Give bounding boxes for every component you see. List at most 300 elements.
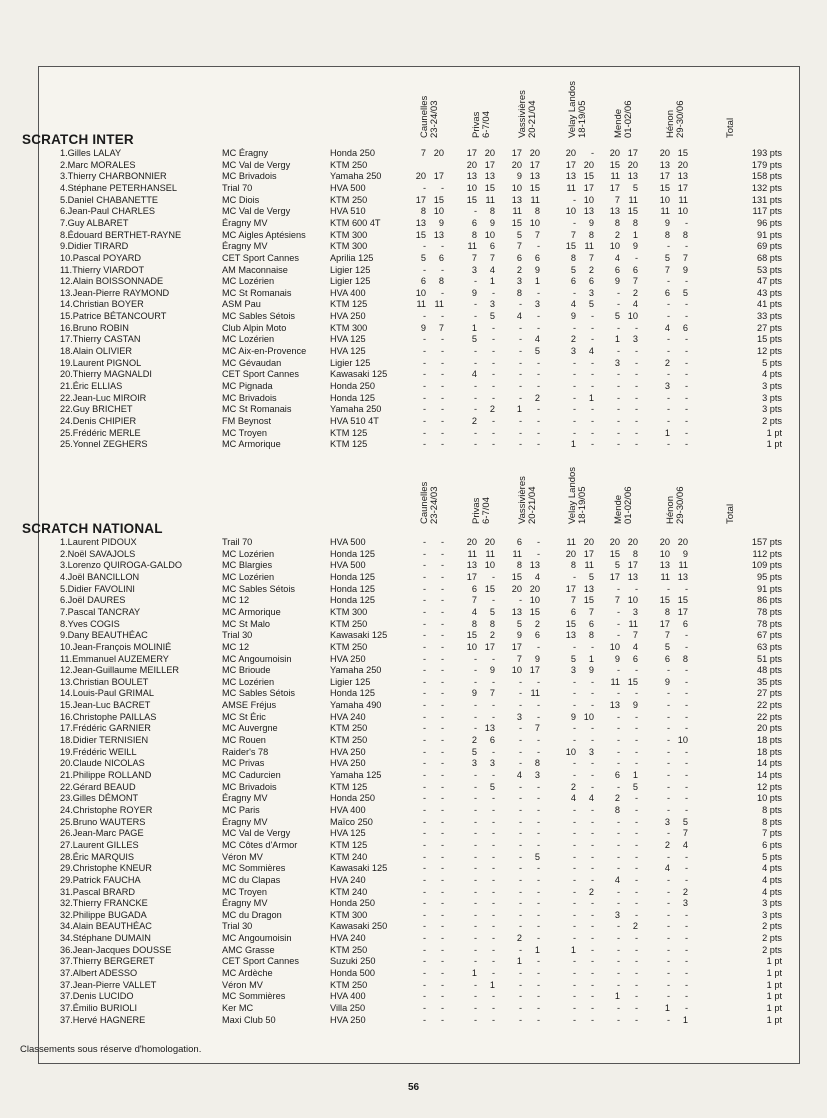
race-score: -	[491, 322, 495, 333]
race-score: -	[440, 968, 444, 979]
race-score: 13	[484, 723, 495, 734]
total-points: 33 pts	[756, 311, 782, 322]
race-score: -	[572, 427, 576, 438]
table-row	[32, 230, 792, 242]
race-score: 6	[632, 264, 638, 275]
rider-name: 13.Christian BOULET	[60, 676, 149, 687]
race-score: -	[536, 968, 540, 979]
race-score: 10	[659, 548, 670, 559]
race-score: -	[572, 874, 576, 885]
race-score: 11	[566, 182, 576, 193]
rider-bike: Ligier 125	[330, 276, 371, 287]
race-score: -	[518, 1003, 522, 1013]
rider-club: CET Sport Cannes	[222, 956, 299, 967]
race-score: -	[473, 276, 477, 287]
race-score: 1	[471, 968, 477, 979]
rider-club: MC Diois	[222, 194, 260, 205]
race-score: -	[536, 1003, 540, 1013]
race-score: -	[590, 851, 594, 862]
rider-club: MC Paris	[222, 804, 260, 815]
race-score: 2	[534, 392, 540, 403]
event-header-2	[517, 62, 538, 138]
total-points: 22 pts	[756, 700, 782, 711]
race-score: -	[666, 700, 670, 711]
race-score: -	[422, 863, 426, 874]
race-score: -	[473, 933, 477, 944]
race-score: -	[536, 735, 540, 746]
race-score: -	[572, 898, 576, 909]
race-score: -	[536, 921, 540, 932]
race-score: -	[536, 711, 540, 722]
race-score: 20	[659, 148, 670, 158]
rider-bike: HVA 250	[330, 311, 366, 322]
rider-club: MC Lozérien	[222, 548, 275, 559]
table-row	[32, 840, 792, 852]
rider-name: 21.Éric ELLIAS	[60, 381, 123, 391]
race-score: -	[634, 711, 638, 722]
race-score: 7	[516, 241, 522, 252]
race-score: -	[590, 700, 594, 711]
event-header-national	[0, 448, 827, 526]
race-score: 5	[664, 252, 670, 263]
rider-club: Éragny MV	[222, 241, 268, 252]
race-score: -	[572, 404, 576, 415]
race-score: -	[616, 711, 620, 722]
race-score: 13	[583, 206, 594, 217]
total-points: 1 pt	[766, 427, 782, 438]
rider-club: Trail 70	[222, 537, 253, 547]
rider-bike: Aprilia 125	[330, 252, 374, 263]
table-row	[32, 1015, 792, 1027]
race-score: 13	[511, 606, 522, 617]
race-score: 15	[583, 595, 594, 606]
race-score: -	[518, 1014, 522, 1025]
race-score: 9	[534, 264, 540, 275]
rider-name: 25.Bruno WAUTERS	[60, 816, 146, 827]
race-score: -	[590, 933, 594, 944]
race-score: -	[518, 874, 522, 885]
race-score: -	[572, 979, 576, 990]
race-score: -	[491, 415, 495, 426]
race-score: 1	[489, 276, 495, 287]
rider-club: MC Armorique	[222, 606, 281, 617]
race-score: -	[422, 851, 426, 862]
total-points: 67 pts	[756, 630, 782, 641]
race-score: -	[473, 851, 477, 862]
race-score: 7	[682, 828, 688, 839]
race-score: 13	[627, 571, 638, 582]
rider-name: 15.Jean-Luc BACRET	[60, 700, 151, 711]
race-score: -	[536, 746, 540, 757]
race-score: 6	[682, 322, 688, 333]
rider-name: 29.Christophe KNEUR	[60, 863, 152, 874]
race-score: -	[518, 968, 522, 979]
race-score: -	[634, 968, 638, 979]
race-score: -	[684, 933, 688, 944]
race-score: 8	[632, 548, 638, 559]
rider-club: CET Sport Cannes	[222, 369, 299, 380]
race-score: 13	[609, 206, 620, 217]
rider-bike: Kawasaki 125	[330, 369, 388, 380]
race-score: -	[684, 793, 688, 804]
race-score: 13	[466, 560, 477, 571]
race-score: 3	[588, 287, 594, 298]
race-score: -	[473, 804, 477, 815]
total-points: 5 pts	[762, 851, 782, 862]
race-score: 5	[570, 264, 576, 275]
race-score: -	[422, 828, 426, 839]
race-score: 17	[511, 148, 522, 158]
race-score: -	[422, 606, 426, 617]
race-score: -	[572, 828, 576, 839]
race-score: -	[634, 723, 638, 734]
rider-name: 12.Jean-Guillaume MEILLER	[60, 665, 179, 676]
race-score: -	[491, 991, 495, 1002]
race-score: 10	[529, 217, 540, 228]
race-score: -	[616, 746, 620, 757]
race-score: -	[666, 828, 670, 839]
table-row	[32, 1003, 792, 1015]
race-score: -	[684, 439, 688, 450]
race-score: -	[634, 793, 638, 804]
race-score: 3	[632, 606, 638, 617]
table-row	[32, 817, 792, 829]
race-score: -	[440, 758, 444, 769]
event-header-5	[665, 448, 686, 524]
race-score: -	[634, 839, 638, 850]
race-score: -	[616, 381, 620, 391]
table-row	[32, 572, 792, 584]
rider-bike: Kawasaki 125	[330, 863, 388, 874]
total-points: 41 pts	[756, 299, 782, 310]
rider-name: 4.Stéphane PETERHANSEL	[60, 182, 177, 193]
race-score: 7	[614, 595, 620, 606]
race-score: -	[422, 770, 426, 780]
race-score: 8	[614, 217, 620, 228]
race-score: 6	[588, 276, 594, 287]
race-score: -	[684, 921, 688, 932]
total-points: 1 pt	[766, 1014, 782, 1025]
table-row	[32, 549, 792, 561]
race-score: -	[536, 839, 540, 850]
race-score: 11	[610, 676, 620, 687]
race-score: -	[684, 991, 688, 1002]
race-score: 6	[534, 252, 540, 263]
race-score: -	[616, 758, 620, 769]
race-score: -	[590, 381, 594, 391]
race-score: 9	[632, 700, 638, 711]
race-score: -	[518, 595, 522, 606]
rider-bike: KTM 250	[330, 194, 368, 205]
rider-club: MC Pignada	[222, 381, 273, 391]
race-score: -	[422, 758, 426, 769]
race-score: -	[422, 334, 426, 345]
race-score: 2	[489, 630, 495, 641]
race-score: -	[440, 560, 444, 571]
race-score: 1	[534, 944, 540, 955]
rider-club: MC Gévaudan	[222, 357, 282, 368]
total-points: 91 pts	[756, 229, 782, 240]
race-score: -	[473, 346, 477, 357]
race-score: 3	[489, 758, 495, 769]
race-score: -	[491, 863, 495, 874]
race-score: -	[572, 194, 576, 205]
race-score: 11	[512, 548, 522, 559]
total-points: 4 pts	[762, 369, 782, 380]
race-score: 9	[471, 287, 477, 298]
rider-name: 32.Philippe BUGADA	[60, 909, 147, 920]
race-score: 20	[511, 583, 522, 594]
total-points: 132 pts	[751, 182, 782, 193]
race-score: 11	[628, 194, 638, 205]
event-header-inter	[0, 62, 827, 140]
total-points: 7 pts	[762, 828, 782, 839]
total-points: 86 pts	[756, 595, 782, 606]
race-score: -	[536, 322, 540, 333]
rider-bike: HVA 400	[330, 287, 366, 298]
race-score: -	[616, 322, 620, 333]
race-score: -	[440, 392, 444, 403]
race-score: -	[666, 688, 670, 699]
race-score: -	[684, 299, 688, 310]
race-score: -	[440, 653, 444, 664]
rider-club: Éragny MV	[222, 816, 268, 827]
race-score: -	[572, 415, 576, 426]
race-score: -	[590, 735, 594, 746]
race-score: -	[590, 427, 594, 438]
race-score: 2	[664, 357, 670, 368]
race-score: -	[590, 357, 594, 368]
race-score: 6	[516, 537, 522, 547]
race-score: 13	[433, 229, 444, 240]
race-score: 10	[677, 206, 688, 217]
race-score: -	[590, 148, 594, 158]
race-score: 1	[516, 956, 522, 967]
table-row	[32, 688, 792, 700]
race-score: -	[634, 252, 638, 263]
race-score: -	[440, 334, 444, 345]
race-score: -	[518, 415, 522, 426]
rider-club: MC Brioude	[222, 665, 271, 676]
race-score: 8	[489, 618, 495, 629]
race-score: 7	[489, 252, 495, 263]
race-score: 8	[588, 229, 594, 240]
rider-club: MC Val de Vergy	[222, 828, 291, 839]
race-score: -	[473, 723, 477, 734]
race-score: -	[616, 781, 620, 792]
table-row	[32, 968, 792, 980]
race-score: -	[616, 630, 620, 641]
race-score: 2	[682, 886, 688, 897]
race-score: -	[634, 1014, 638, 1025]
race-score: 9	[489, 665, 495, 676]
race-score: 13	[609, 700, 620, 711]
rider-club: CET Sport Cannes	[222, 252, 299, 263]
rider-club: MC Rouen	[222, 735, 266, 746]
total-points: 2 pts	[762, 933, 782, 944]
race-score: -	[634, 746, 638, 757]
rider-name: 25.Frédéric MERLE	[60, 427, 141, 438]
event-header-2	[517, 448, 538, 524]
race-score: -	[666, 346, 670, 357]
race-score: 10	[484, 229, 495, 240]
rider-club: AM Maconnaise	[222, 264, 288, 275]
race-score: -	[666, 956, 670, 967]
race-score: -	[634, 346, 638, 357]
table-row	[32, 311, 792, 323]
total-points: 158 pts	[751, 171, 782, 182]
race-score: -	[440, 793, 444, 804]
race-score: 20	[511, 159, 522, 170]
rider-club: MC Ardèche	[222, 968, 273, 979]
race-score: 1	[570, 439, 576, 450]
race-score: -	[572, 641, 576, 652]
race-score: 20	[609, 148, 620, 158]
table-row	[32, 921, 792, 933]
race-score: 5	[570, 653, 576, 664]
race-score: 3	[570, 665, 576, 676]
race-score: -	[422, 688, 426, 699]
race-score: -	[422, 933, 426, 944]
race-score: -	[491, 746, 495, 757]
race-score: -	[422, 346, 426, 357]
race-score: -	[422, 583, 426, 594]
rider-name: 34.Stéphane DUMAIN	[60, 933, 151, 944]
race-score: -	[422, 357, 426, 368]
rider-club: AMC Grasse	[222, 944, 275, 955]
rider-name: 18.Alain OLIVIER	[60, 346, 133, 357]
table-row	[32, 253, 792, 265]
race-score: 9	[664, 217, 670, 228]
race-score: -	[684, 427, 688, 438]
race-score: -	[422, 264, 426, 275]
race-score: -	[590, 839, 594, 850]
race-score: -	[684, 641, 688, 652]
race-score: 1	[534, 276, 540, 287]
race-score: 10	[565, 206, 576, 217]
race-score: -	[684, 1003, 688, 1013]
rider-name: 24.Christophe ROYER	[60, 804, 153, 815]
table-row	[32, 677, 792, 689]
race-score: 15	[627, 676, 638, 687]
race-score: 4	[588, 793, 594, 804]
race-score: 9	[438, 217, 444, 228]
race-score: -	[666, 439, 670, 450]
race-score: -	[536, 641, 540, 652]
race-score: 8	[682, 653, 688, 664]
race-score: -	[473, 1003, 477, 1013]
race-score: -	[440, 781, 444, 792]
race-score: -	[684, 758, 688, 769]
rider-bike: Kawasaki 125	[330, 630, 388, 641]
race-score: -	[518, 979, 522, 990]
rider-bike: Honda 250	[330, 898, 375, 909]
race-score: -	[616, 688, 620, 699]
race-score: -	[536, 781, 540, 792]
race-score: 7	[420, 148, 426, 158]
total-points: 1 pt	[766, 1003, 782, 1013]
race-score: 2	[632, 921, 638, 932]
rider-name: 14.Christian BOYER	[60, 299, 144, 310]
race-score: -	[473, 793, 477, 804]
total-points: 69 pts	[756, 241, 782, 252]
race-score: -	[440, 979, 444, 990]
race-score: 4	[632, 641, 638, 652]
table-row	[32, 898, 792, 910]
rider-club: MC Sommières	[222, 863, 286, 874]
race-score: 2	[614, 229, 620, 240]
race-score: 4	[614, 252, 620, 263]
race-score: 9	[516, 630, 522, 641]
race-score: 10	[466, 182, 477, 193]
race-score: -	[422, 676, 426, 687]
race-score: -	[616, 921, 620, 932]
table-row	[32, 619, 792, 631]
race-score: 11	[628, 618, 638, 629]
race-score: -	[440, 606, 444, 617]
race-score: 15	[659, 182, 670, 193]
race-score: -	[422, 595, 426, 606]
total-points: 68 pts	[756, 252, 782, 263]
section-title-national: SCRATCH NATIONAL	[22, 521, 163, 536]
race-score: -	[684, 415, 688, 426]
race-score: 8	[614, 804, 620, 815]
rider-club: MC St Malo	[222, 618, 270, 629]
race-score: -	[616, 299, 620, 310]
rider-club: Club Alpin Moto	[222, 322, 287, 333]
race-score: -	[491, 571, 495, 582]
race-score: -	[518, 746, 522, 757]
race-score: -	[572, 886, 576, 897]
race-score: -	[572, 217, 576, 228]
race-score: -	[572, 676, 576, 687]
rider-name: 3.Lorenzo QUIROGA-GALDO	[60, 560, 183, 571]
race-score: -	[422, 839, 426, 850]
race-score: -	[491, 676, 495, 687]
table-row	[32, 334, 792, 346]
rider-bike: HVA 500	[330, 537, 366, 547]
race-score: -	[491, 828, 495, 839]
race-score: -	[473, 711, 477, 722]
rider-club: Éragny MV	[222, 217, 268, 228]
race-score: -	[422, 700, 426, 711]
race-score: -	[536, 537, 540, 547]
race-score: 9	[534, 653, 540, 664]
race-score: -	[536, 676, 540, 687]
race-score: -	[572, 804, 576, 815]
total-points: 131 pts	[751, 194, 782, 205]
rider-name: 16.Bruno ROBIN	[60, 322, 129, 333]
rider-name: 1.Laurent PIDOUX	[60, 537, 137, 547]
race-score: -	[518, 851, 522, 862]
race-score: -	[634, 979, 638, 990]
event-label: Vassivières 20-21/04	[517, 476, 538, 524]
race-score: -	[440, 357, 444, 368]
race-score: -	[518, 735, 522, 746]
rider-bike: HVA 250	[330, 1014, 366, 1025]
race-score: 11	[610, 171, 620, 182]
race-score: -	[491, 357, 495, 368]
rider-name: 17.Frédéric GARNIER	[60, 723, 151, 734]
race-score: 17	[609, 182, 620, 193]
race-score: -	[684, 392, 688, 403]
race-score: 2	[588, 886, 594, 897]
rider-bike: HVA 400	[330, 991, 366, 1002]
race-score: -	[536, 241, 540, 252]
race-score: 11	[660, 206, 670, 217]
race-score: 11	[678, 194, 688, 205]
race-score: -	[666, 723, 670, 734]
